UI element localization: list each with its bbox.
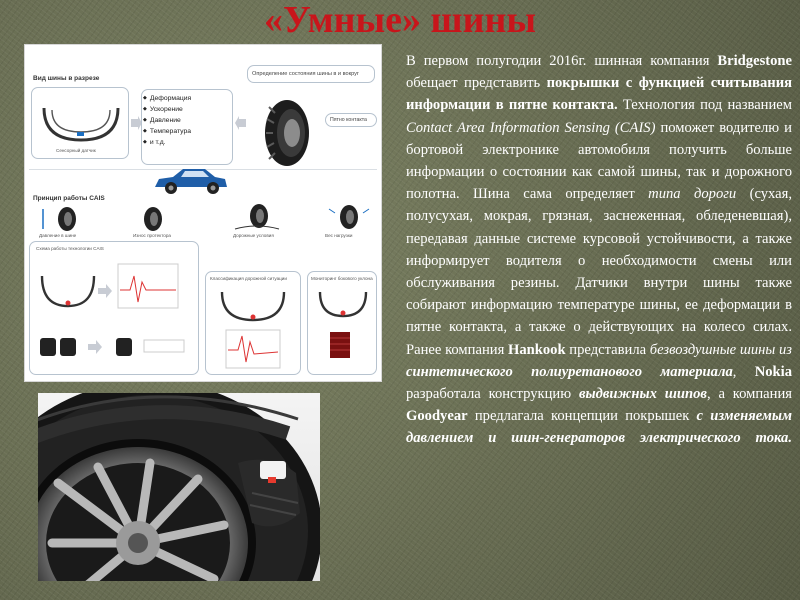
list-item: ◆ и т.д. <box>143 137 191 148</box>
stage-label: Вес нагрузки <box>325 233 353 238</box>
list-item: ◆ Давление <box>143 115 191 126</box>
contact-patch-label: Пятно контакта <box>325 113 377 127</box>
sensor-label: Сенсорный датчик <box>56 148 96 153</box>
box-title: Мониторинг бокового уклона <box>311 276 373 281</box>
cais-scheme-graphic <box>34 256 194 372</box>
tire-photo <box>38 393 320 581</box>
paragraph-text: (сухая, полусухая, мокрая, грязная, заснеженная, обледеневшая), передавая данные системе курсовой устойчивости, а также информирует водителя о необходимости смены или обслуживания резины. Датчики внутри шины также собирают информацию температуре шины, ее деформации в пятне контакта, а также о действующих на колесо силах. <box>406 186 792 336</box>
emphasis-text: типа дороги <box>648 186 737 203</box>
cutaway-box <box>31 87 129 159</box>
brand-bridgestone: Bridgestone <box>717 53 792 69</box>
car-icon <box>151 163 231 197</box>
highlight-text: покрышки с функцией считывания информации в пятне контакта. <box>406 75 793 114</box>
diagram-section-title-principle: Принцип работы CAIS <box>33 195 105 202</box>
parameter-list <box>143 93 191 148</box>
slide-title: «Умные» шины <box>263 0 537 41</box>
paragraph-text: В первом полугодии 2016г. шинная компания <box>406 53 718 69</box>
tire-icon <box>257 97 321 169</box>
tire-cutaway-icon <box>32 88 130 148</box>
road-classification-box <box>205 271 301 375</box>
arrow-icon <box>233 115 247 131</box>
side-slope-box <box>307 271 377 375</box>
brand-goodyear: Goodyear <box>406 408 468 425</box>
emphasis-text: синтетического полиуретанового материала <box>406 363 733 380</box>
technology-name: Contact Area Information Sensing (CAIS) <box>406 119 656 136</box>
article-text <box>406 50 792 450</box>
emphasis-text: безвоздушные шины из <box>649 341 792 358</box>
paragraph-text: поможет водителю и бортовой электронике автомобиля получить больше информации о состоянии как самой шины, так и дорожного полотна. Шина сама определяет <box>406 119 792 203</box>
paragraph-text: Ранее компания <box>406 341 508 358</box>
cais-diagram <box>24 44 382 382</box>
list-item: ◆ Температура <box>143 126 191 137</box>
paragraph-text: представила <box>565 341 650 358</box>
paragraph-text: предлагала концепции покрышек <box>467 408 697 425</box>
tire-icon <box>37 205 85 233</box>
paragraph-text: разработала конструкцию <box>406 386 579 403</box>
list-item: ◆ Деформация <box>143 93 191 104</box>
brand-nokia: Nokia <box>754 363 792 380</box>
cais-scheme-box <box>29 241 199 375</box>
paragraph-text: Технология под названием <box>617 97 793 114</box>
emphasis-text: выдвижных шипов <box>578 386 707 403</box>
box-title: Классификация дорожной ситуации <box>210 276 287 281</box>
brand-hankook: Hankook <box>508 341 566 358</box>
side-slope-graphic <box>312 286 374 372</box>
stage-label: Дорожные условия <box>233 233 274 238</box>
list-item: ◆ Ускорение <box>143 104 191 115</box>
state-detection-box: Определение состояния шины в и вокруг <box>247 65 375 83</box>
tire-icon <box>231 203 281 233</box>
box-title: Схема работы технологии CAIS <box>36 246 104 251</box>
tire-icon <box>135 205 171 233</box>
paragraph-text: , а компания <box>706 386 792 403</box>
road-classification-graphic <box>210 286 296 372</box>
stage-label: Износ протектора <box>133 233 171 238</box>
paragraph-text: обещает представить <box>406 75 547 92</box>
stage-label: Давление в шине <box>39 233 77 238</box>
tire-icon <box>321 203 377 233</box>
diagram-section-title-cutaway: Вид шины в разрезе <box>33 75 100 82</box>
emphasis-text: с изменяемым давлением и шин-генераторов электрического тока. <box>406 408 793 447</box>
tire-wheel-image <box>38 393 320 581</box>
paragraph-text: , <box>732 363 755 380</box>
